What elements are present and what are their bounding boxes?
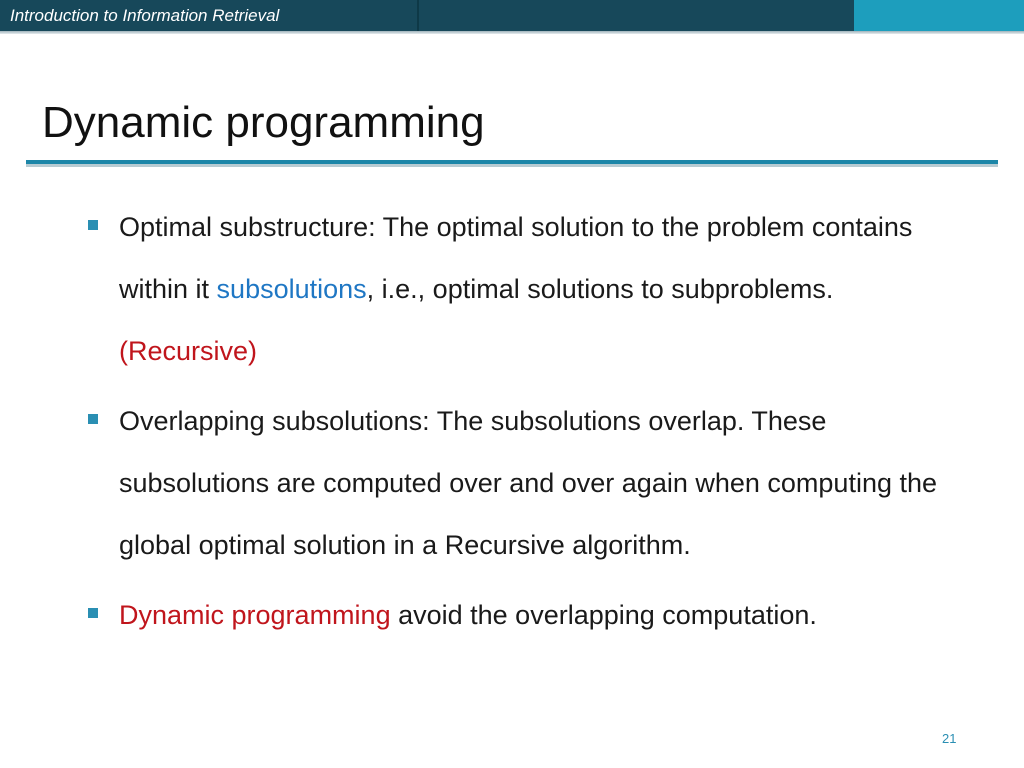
bullet-text: avoid the overlapping computation.	[390, 600, 817, 630]
page-number: 21	[942, 731, 957, 746]
header-divider	[417, 0, 419, 31]
header-shadow	[0, 31, 1024, 34]
bullet-overlapping-subsolutions	[86, 390, 966, 576]
course-title: Introduction to Information Retrieval	[10, 6, 280, 25]
highlight-subsolutions: subsolutions	[216, 274, 367, 304]
bullet-dynamic-programming	[86, 584, 966, 646]
bullet-text: Overlapping subsolutions: The subsolutions overlap. These subsolutions are computed over and over again when computing the global optimal solution in a Recursive algorithm.	[119, 406, 938, 560]
bullet-text: Optimal substructure: The optimal solution to the problem contains within it	[119, 212, 913, 304]
slide-title: Dynamic programming	[42, 98, 485, 147]
title-rule-shadow	[26, 164, 998, 167]
bullet-text: , i.e., optimal solutions to subproblems.	[366, 274, 834, 304]
square-bullet-icon	[88, 220, 98, 230]
bullet-list	[86, 196, 966, 646]
square-bullet-icon	[88, 608, 98, 618]
bullet-optimal-substructure	[86, 196, 966, 382]
square-bullet-icon	[88, 414, 98, 424]
highlight-dynamic-programming: Dynamic programming	[119, 600, 391, 630]
header-light-band	[854, 0, 1024, 31]
highlight-recursive: (Recursive)	[119, 336, 258, 366]
